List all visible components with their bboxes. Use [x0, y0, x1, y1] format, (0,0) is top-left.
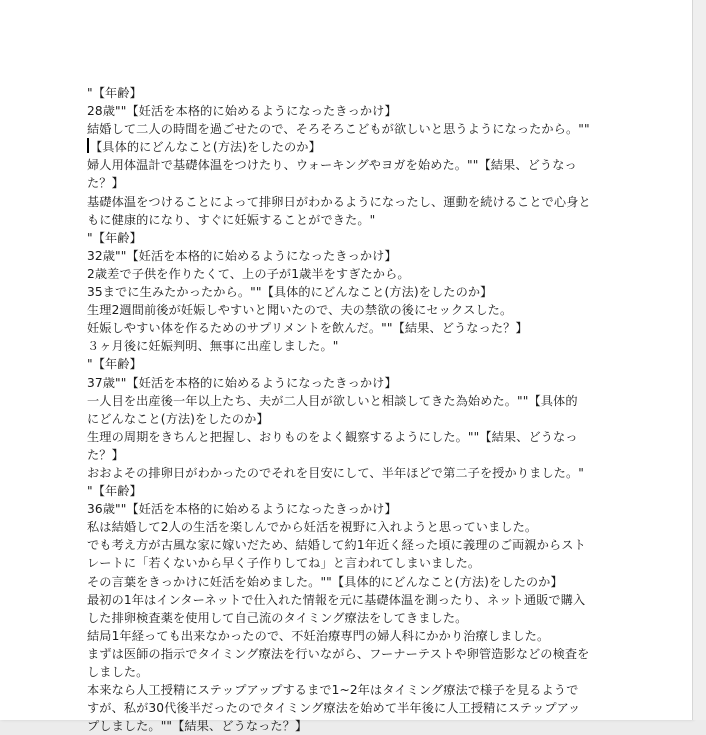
text-line: その言葉をきっかけに妊活を始めました。""【具体的にどんなこと(方法)をしたのか】: [87, 574, 563, 589]
text-cursor: [87, 138, 89, 153]
text-line: 妊娠しやすい体を作るためのサプリメントを飲んだ。""【結果、どうなった？】: [87, 321, 528, 336]
text-line: 本来なら人工授精にステップアップするまで1~2年はタイミング療法で様子を見るようで: [87, 683, 579, 698]
text-line-with-cursor: [87, 138, 647, 156]
text-line: "【年齢】: [87, 230, 142, 245]
text-line: "【年齢】: [87, 484, 142, 499]
text-line: 婦人用体温計で基礎体温をつけたり、ウォーキングやヨガを始めた。""【結果、どうなっ: [87, 158, 577, 173]
text-line-content: 【具体的にどんなこと(方法)をしたのか】: [90, 140, 321, 155]
text-line: 基礎体温をつけることによって排卵日がわかるようになったし、運動を続けることで心身と: [87, 194, 591, 209]
text-line: ３ヶ月後に妊娠判明、無事に出産しました。": [87, 339, 339, 354]
text-line: しました。: [87, 665, 149, 679]
text-line: 生理2週間前後が妊娠しやすいと聞いたので、夫の禁欲の後にセックスした。: [87, 303, 513, 318]
text-line: 37歳""【妊活を本格的に始めるようになったきっかけ】: [87, 375, 397, 390]
text-line: 生理の周期をきちんと把握し、おりものをよく観察するようにした。""【結果、どうなっ: [87, 429, 578, 444]
text-line: 一人目を出産後一年以上たち、夫が二人目が欲しいと相談してきた為始めた。""【具体的: [87, 393, 578, 408]
document-body[interactable]: [87, 84, 647, 735]
text-line: 28歳""【妊活を本格的に始めるようになったきっかけ】: [87, 104, 397, 119]
text-line: レートに「若くないから早く子作りしてね」と言われてしまいました。: [87, 556, 481, 571]
text-line: でも考え方が古風な家に嫁いだため、結婚して約1年近く経った頃に義理のご両親からスト: [87, 538, 586, 553]
text-line: た？】: [87, 447, 124, 462]
text-line: 32歳""【妊活を本格的に始めるようになったきっかけ】: [87, 248, 397, 263]
text-line: 結局1年経っても出来なかったので、不妊治療専門の婦人科にかかり治療しました。: [87, 628, 550, 643]
text-line: まずは医師の指示でタイミング療法を行いながら、フーナーテストや卵管造影などの検査を: [87, 646, 590, 661]
text-line: "【年齢】: [87, 357, 142, 372]
text-line: プしました。""【結果、どうなった？】: [87, 719, 308, 734]
text-line: 36歳""【妊活を本格的に始めるようになったきっかけ】: [87, 502, 397, 517]
text-line: 35までに生みたかったから。""【具体的にどんなこと(方法)をしたのか】: [87, 285, 493, 300]
scrollbar-track[interactable]: [693, 0, 706, 720]
text-line: 私は結婚して2人の生活を楽しんでから妊活を視野に入れようと思っていました。: [87, 520, 538, 535]
text-line: 2歳差で子供を作りたくて、上の子が1歳半をすぎたから。: [87, 266, 410, 281]
text-line: にどんなこと(方法)をしたのか】: [87, 411, 269, 426]
text-line: した排卵検査薬を使用して自己流のタイミング療法をしてきました。: [87, 610, 468, 625]
text-line: 結婚して二人の時間を過ごせたので、そろそろこどもが欲しいと思うようになったから。"": [87, 122, 590, 137]
text-line: すが、私が30代後半だったのでタイミング療法を始めて半年後に人工授精にステップアッ: [87, 701, 581, 716]
text-line: おおよその排卵日がわかったのでそれを目安にして、半年ほどで第二子を授かりました。": [87, 465, 584, 480]
text-line: "【年齢】: [87, 86, 142, 100]
text-line: た？】: [87, 176, 124, 191]
text-line: もに健康的になり、すぐに妊娠することができた。": [87, 212, 376, 227]
text-line: 最初の1年はインターネットで仕入れた情報を元に基礎体温を測ったり、ネット通販で購入: [87, 592, 586, 607]
